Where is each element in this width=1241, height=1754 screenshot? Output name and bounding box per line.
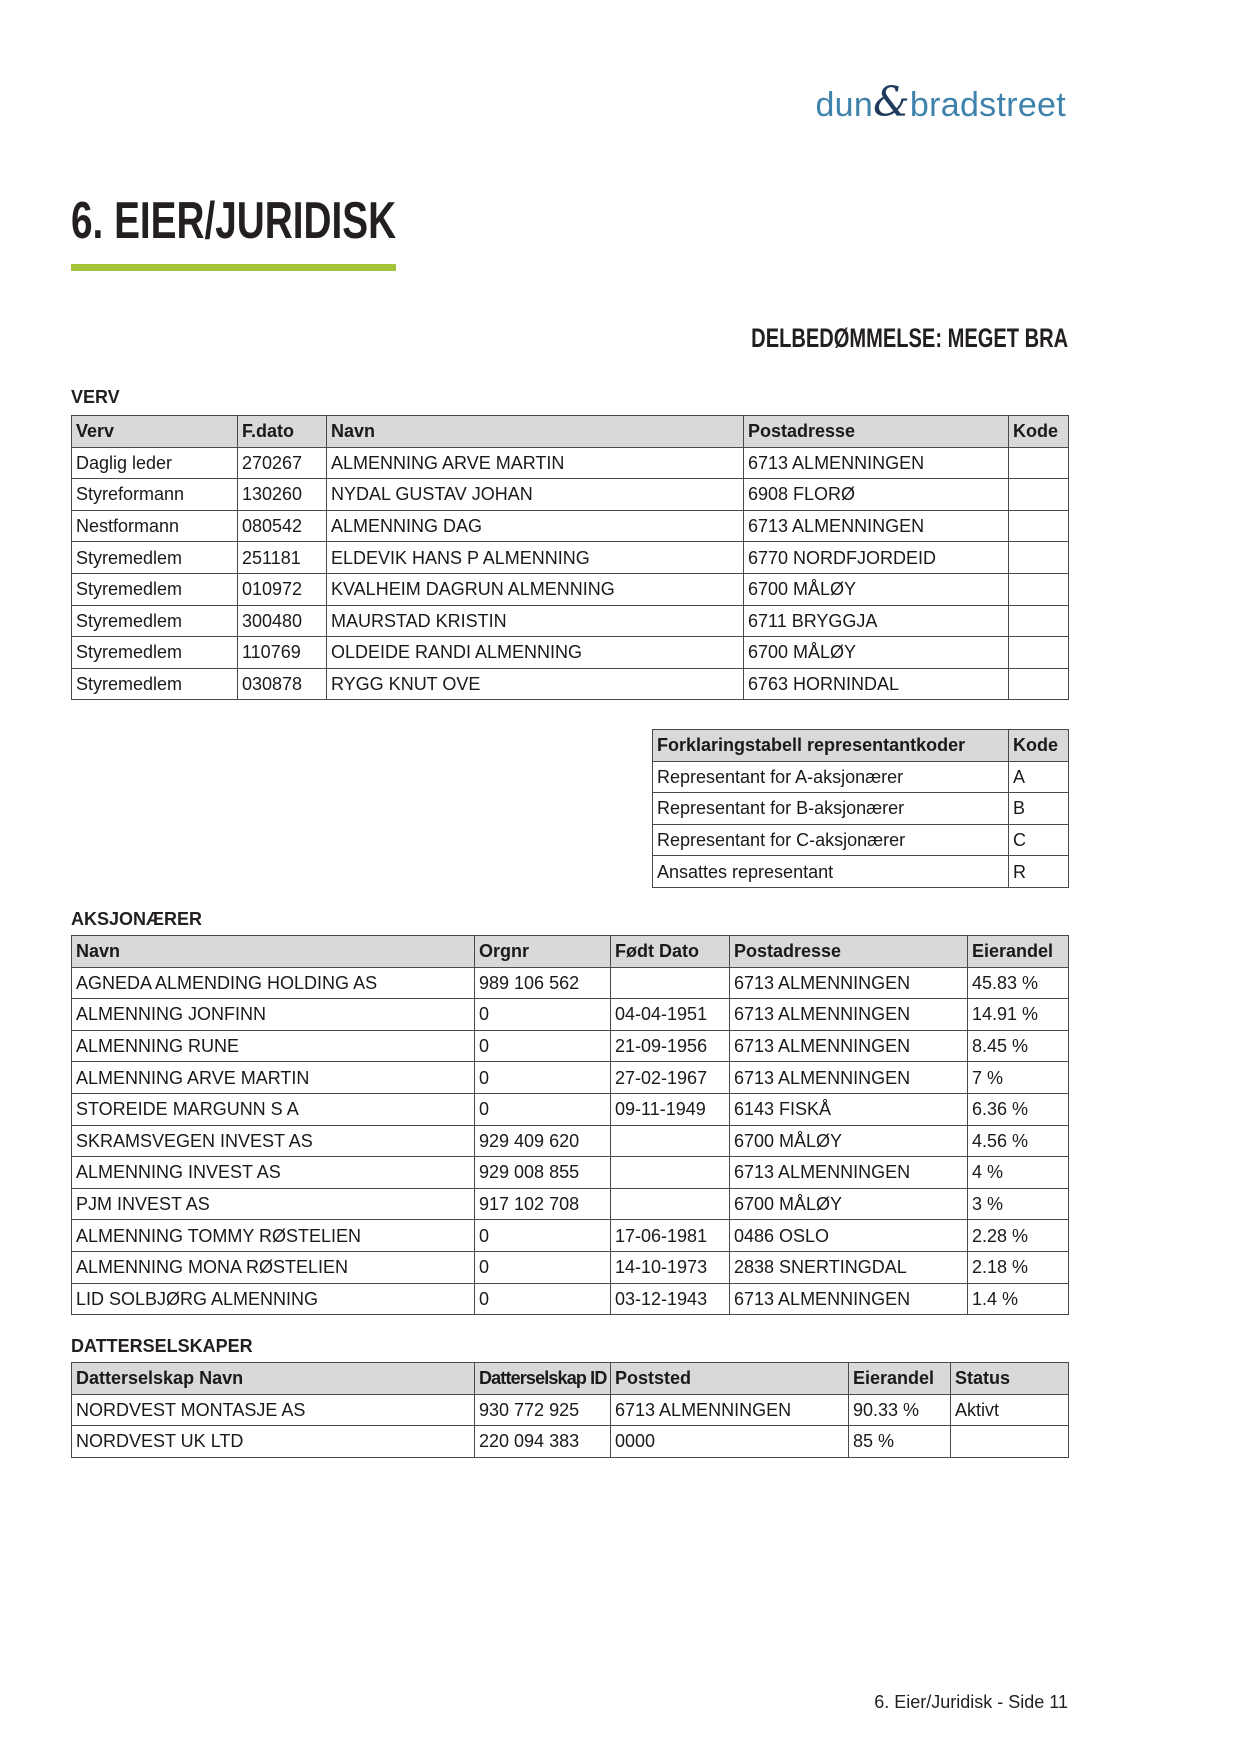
- col-header-postadresse: Postadresse: [744, 416, 1009, 448]
- table-row: [72, 668, 1069, 700]
- code-cell: C: [1009, 824, 1069, 856]
- birthdate-cell: 17-06-1981: [611, 1220, 730, 1252]
- orgnr-cell: 0: [475, 999, 611, 1031]
- birthdate-cell: [611, 1188, 730, 1220]
- name-cell: ALMENNING ARVE MARTIN: [72, 1062, 475, 1094]
- address-cell: 6713 ALMENNINGEN: [730, 999, 968, 1031]
- address-cell: 6713 ALMENNINGEN: [730, 967, 968, 999]
- logo-ampersand: &: [873, 78, 910, 126]
- verv-table: [71, 415, 1069, 700]
- ownership-cell: 8.45 %: [968, 1030, 1069, 1062]
- status-cell: [951, 1426, 1069, 1458]
- address-cell: 2838 SNERTINGDAL: [730, 1251, 968, 1283]
- ownership-cell: 6.36 %: [968, 1093, 1069, 1125]
- col-header-datterselskap-navn: Datterselskap Navn: [72, 1363, 475, 1395]
- status-cell: Aktivt: [951, 1394, 1069, 1426]
- table-row: [72, 573, 1069, 605]
- role-cell: Nestformann: [72, 510, 238, 542]
- postal-place-cell: 0000: [611, 1426, 849, 1458]
- orgnr-cell: 0: [475, 1093, 611, 1125]
- birthdate-cell: 130260: [238, 479, 327, 511]
- company-id-cell: 930 772 925: [475, 1394, 611, 1426]
- orgnr-cell: 0: [475, 1220, 611, 1252]
- ownership-cell: 4.56 %: [968, 1125, 1069, 1157]
- page-title: 6. EIER/JURIDISK: [71, 192, 397, 250]
- code-cell: [1009, 573, 1069, 605]
- birthdate-cell: 04-04-1951: [611, 999, 730, 1031]
- orgnr-cell: 929 409 620: [475, 1125, 611, 1157]
- ownership-cell: 7 %: [968, 1062, 1069, 1094]
- code-cell: A: [1009, 761, 1069, 793]
- table-row: [72, 542, 1069, 574]
- col-header-orgnr: Orgnr: [475, 936, 611, 968]
- name-cell: ALMENNING DAG: [327, 510, 744, 542]
- table-row: [72, 510, 1069, 542]
- code-cell: [1009, 447, 1069, 479]
- code-cell: [1009, 479, 1069, 511]
- col-header-fdato: F.dato: [238, 416, 327, 448]
- rating-heading: DELBEDØMMELSE: MEGET BRA: [751, 323, 1068, 353]
- ownership-cell: 45.83 %: [968, 967, 1069, 999]
- name-cell: ALMENNING TOMMY RØSTELIEN: [72, 1220, 475, 1252]
- birthdate-cell: 030878: [238, 668, 327, 700]
- birthdate-cell: 080542: [238, 510, 327, 542]
- table-row: [72, 1220, 1069, 1252]
- col-header-fodt-dato: Født Dato: [611, 936, 730, 968]
- role-cell: Styremedlem: [72, 605, 238, 637]
- address-cell: 6700 MÅLØY: [730, 1188, 968, 1220]
- ownership-cell: 3 %: [968, 1188, 1069, 1220]
- address-cell: 6713 ALMENNINGEN: [730, 1157, 968, 1189]
- table-row: [72, 1251, 1069, 1283]
- table-row: [72, 1394, 1069, 1426]
- code-description-cell: Ansattes representant: [653, 856, 1009, 888]
- section-label-verv: VERV: [71, 387, 120, 407]
- role-cell: Styremedlem: [72, 668, 238, 700]
- shareholders-table: [71, 935, 1069, 1315]
- table-row: [72, 447, 1069, 479]
- table-row: [72, 1188, 1069, 1220]
- role-cell: Daglig leder: [72, 447, 238, 479]
- role-cell: Styremedlem: [72, 542, 238, 574]
- code-cell: [1009, 668, 1069, 700]
- section-label-datterselskaper: DATTERSELSKAPER: [71, 1336, 253, 1356]
- name-cell: ALMENNING JONFINN: [72, 999, 475, 1031]
- ownership-cell: 4 %: [968, 1157, 1069, 1189]
- ownership-cell: 2.28 %: [968, 1220, 1069, 1252]
- code-cell: [1009, 637, 1069, 669]
- name-cell: STOREIDE MARGUNN S A: [72, 1093, 475, 1125]
- col-header-verv: Verv: [72, 416, 238, 448]
- postal-place-cell: 6713 ALMENNINGEN: [611, 1394, 849, 1426]
- birthdate-cell: [611, 1125, 730, 1157]
- ownership-cell: 1.4 %: [968, 1283, 1069, 1315]
- name-cell: ALMENNING RUNE: [72, 1030, 475, 1062]
- table-row: [72, 967, 1069, 999]
- role-cell: Styreformann: [72, 479, 238, 511]
- col-header-poststed: Poststed: [611, 1363, 849, 1395]
- name-cell: OLDEIDE RANDI ALMENNING: [327, 637, 744, 669]
- table-row: [653, 761, 1069, 793]
- table-row: [72, 999, 1069, 1031]
- col-header-navn: Navn: [72, 936, 475, 968]
- col-header-eierandel: Eierandel: [968, 936, 1069, 968]
- table-row: [72, 1062, 1069, 1094]
- table-header-row: [653, 730, 1069, 762]
- name-cell: RYGG KNUT OVE: [327, 668, 744, 700]
- col-header-kode: Kode: [1009, 416, 1069, 448]
- ownership-cell: 2.18 %: [968, 1251, 1069, 1283]
- table-row: [72, 637, 1069, 669]
- code-description-cell: Representant for B-aksjonærer: [653, 793, 1009, 825]
- table-row: [72, 1157, 1069, 1189]
- birthdate-cell: [611, 967, 730, 999]
- code-description-cell: Representant for A-aksjonærer: [653, 761, 1009, 793]
- name-cell: NYDAL GUSTAV JOHAN: [327, 479, 744, 511]
- address-cell: 6713 ALMENNINGEN: [730, 1030, 968, 1062]
- name-cell: LID SOLBJØRG ALMENNING: [72, 1283, 475, 1315]
- name-cell: MAURSTAD KRISTIN: [327, 605, 744, 637]
- name-cell: PJM INVEST AS: [72, 1188, 475, 1220]
- address-cell: 6770 NORDFJORDEID: [744, 542, 1009, 574]
- company-id-cell: 220 094 383: [475, 1426, 611, 1458]
- name-cell: NORDVEST UK LTD: [72, 1426, 475, 1458]
- birthdate-cell: 21-09-1956: [611, 1030, 730, 1062]
- code-description-cell: Representant for C-aksjonærer: [653, 824, 1009, 856]
- company-logo: [815, 78, 1066, 126]
- birthdate-cell: 010972: [238, 573, 327, 605]
- table-row: [72, 1125, 1069, 1157]
- code-cell: [1009, 605, 1069, 637]
- birthdate-cell: 03-12-1943: [611, 1283, 730, 1315]
- birthdate-cell: 14-10-1973: [611, 1251, 730, 1283]
- orgnr-cell: 917 102 708: [475, 1188, 611, 1220]
- table-row: [653, 856, 1069, 888]
- orgnr-cell: 0: [475, 1030, 611, 1062]
- name-cell: ALMENNING MONA RØSTELIEN: [72, 1251, 475, 1283]
- address-cell: 6713 ALMENNINGEN: [730, 1283, 968, 1315]
- table-row: [653, 824, 1069, 856]
- address-cell: 6143 FISKÅ: [730, 1093, 968, 1125]
- logo-text-bradstreet: bradstreet: [909, 86, 1066, 124]
- code-cell: R: [1009, 856, 1069, 888]
- table-row: [72, 479, 1069, 511]
- orgnr-cell: 0: [475, 1283, 611, 1315]
- table-header-row: [72, 1363, 1069, 1395]
- title-underline: [71, 264, 396, 271]
- col-header-kode: Kode: [1009, 730, 1069, 762]
- address-cell: 6700 MÅLØY: [744, 637, 1009, 669]
- table-row: [72, 1283, 1069, 1315]
- col-header-eierandel: Eierandel: [849, 1363, 951, 1395]
- table-row: [72, 1030, 1069, 1062]
- col-header-forklaring: Forklaringstabell representantkoder: [653, 730, 1009, 762]
- role-cell: Styremedlem: [72, 637, 238, 669]
- name-cell: SKRAMSVEGEN INVEST AS: [72, 1125, 475, 1157]
- orgnr-cell: 0: [475, 1251, 611, 1283]
- address-cell: 6713 ALMENNINGEN: [730, 1062, 968, 1094]
- orgnr-cell: 0: [475, 1062, 611, 1094]
- code-cell: [1009, 510, 1069, 542]
- name-cell: KVALHEIM DAGRUN ALMENNING: [327, 573, 744, 605]
- address-cell: 6700 MÅLØY: [730, 1125, 968, 1157]
- birthdate-cell: 110769: [238, 637, 327, 669]
- address-cell: 6711 BRYGGJA: [744, 605, 1009, 637]
- col-header-navn: Navn: [327, 416, 744, 448]
- ownership-cell: 90.33 %: [849, 1394, 951, 1426]
- name-cell: ALMENNING ARVE MARTIN: [327, 447, 744, 479]
- code-cell: B: [1009, 793, 1069, 825]
- table-row: [653, 793, 1069, 825]
- table-header-row: [72, 416, 1069, 448]
- address-cell: 0486 OSLO: [730, 1220, 968, 1252]
- orgnr-cell: 929 008 855: [475, 1157, 611, 1189]
- birthdate-cell: 270267: [238, 447, 327, 479]
- subsidiaries-table: [71, 1362, 1069, 1458]
- ownership-cell: 14.91 %: [968, 999, 1069, 1031]
- address-cell: 6713 ALMENNINGEN: [744, 447, 1009, 479]
- page-footer: 6. Eier/Juridisk - Side 11: [874, 1692, 1068, 1712]
- code-legend-table: [652, 729, 1069, 888]
- table-header-row: [72, 936, 1069, 968]
- birthdate-cell: 300480: [238, 605, 327, 637]
- address-cell: 6908 FLORØ: [744, 479, 1009, 511]
- name-cell: AGNEDA ALMENDING HOLDING AS: [72, 967, 475, 999]
- table-row: [72, 1426, 1069, 1458]
- col-header-status: Status: [951, 1363, 1069, 1395]
- address-cell: 6700 MÅLØY: [744, 573, 1009, 605]
- logo-text-dun: dun: [815, 86, 874, 124]
- orgnr-cell: 989 106 562: [475, 967, 611, 999]
- ownership-cell: 85 %: [849, 1426, 951, 1458]
- name-cell: NORDVEST MONTASJE AS: [72, 1394, 475, 1426]
- birthdate-cell: 09-11-1949: [611, 1093, 730, 1125]
- name-cell: ALMENNING INVEST AS: [72, 1157, 475, 1189]
- col-header-datterselskap-id: Datterselskap ID: [475, 1363, 611, 1395]
- name-cell: ELDEVIK HANS P ALMENNING: [327, 542, 744, 574]
- birthdate-cell: 251181: [238, 542, 327, 574]
- code-cell: [1009, 542, 1069, 574]
- col-header-postadresse: Postadresse: [730, 936, 968, 968]
- table-row: [72, 605, 1069, 637]
- birthdate-cell: [611, 1157, 730, 1189]
- address-cell: 6713 ALMENNINGEN: [744, 510, 1009, 542]
- table-row: [72, 1093, 1069, 1125]
- birthdate-cell: 27-02-1967: [611, 1062, 730, 1094]
- role-cell: Styremedlem: [72, 573, 238, 605]
- address-cell: 6763 HORNINDAL: [744, 668, 1009, 700]
- section-label-aksjonaerer: AKSJONÆRER: [71, 909, 203, 929]
